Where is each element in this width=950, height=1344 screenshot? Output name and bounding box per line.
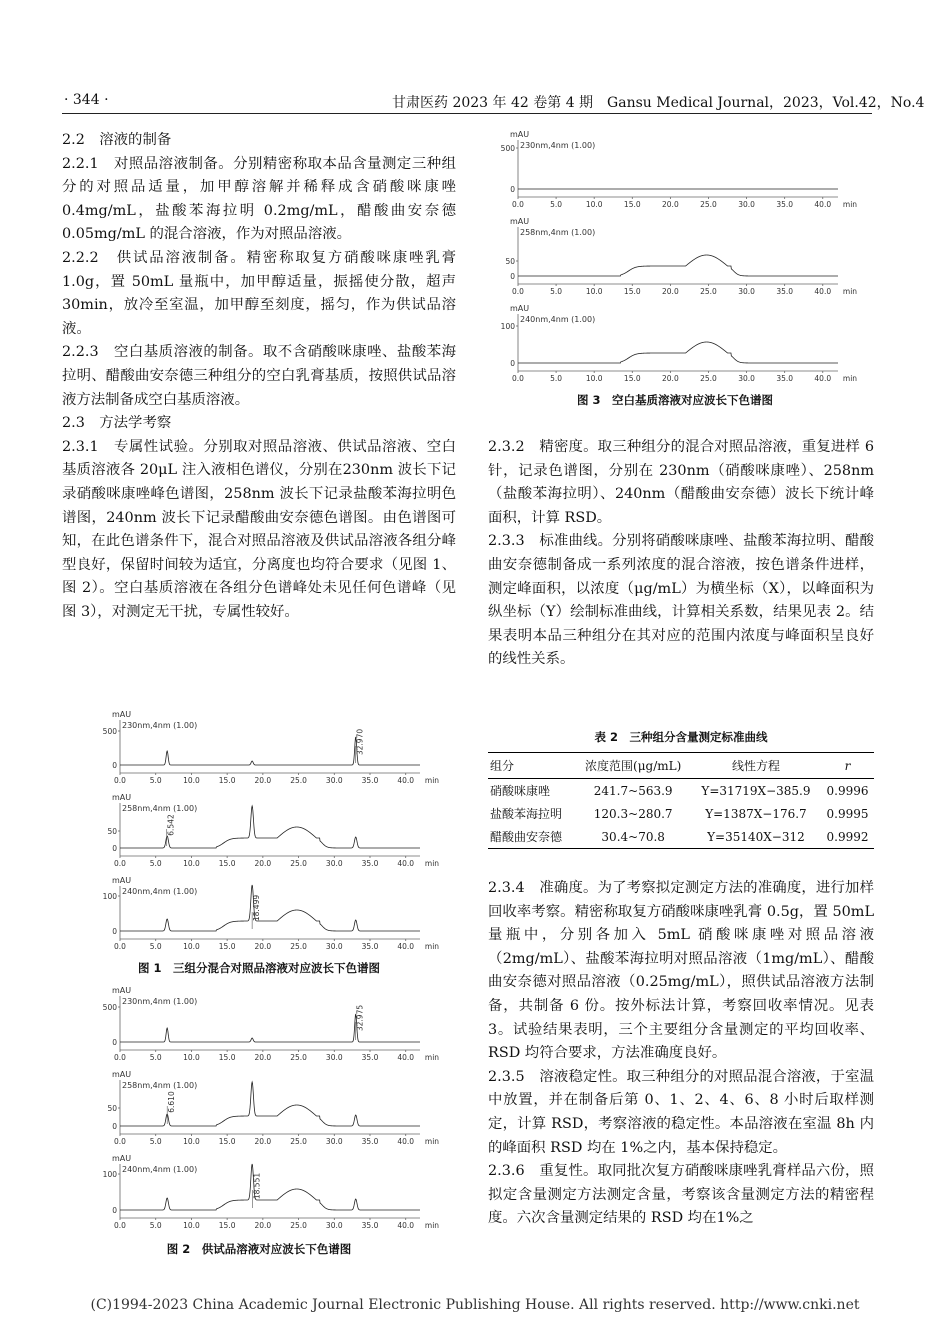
figure-2-caption: 图 2 供试品溶液对应波长下色谱图 bbox=[166, 1242, 352, 1256]
figure-1-caption: 图 1 三组分混合对照品溶液对应波长下色谱图 bbox=[137, 961, 380, 975]
x-tick-label: 25.0 bbox=[290, 1053, 307, 1062]
left-column bbox=[62, 129, 456, 624]
table2-cell: 120.3~280.7 bbox=[593, 806, 673, 821]
x-tick-label: 35.0 bbox=[776, 374, 794, 383]
right-column-top bbox=[488, 436, 874, 672]
paragraph: 2.3.4 准确度。为了考察拟定测定方法的准确度，进行加样回收率考察。精密称取复方硝酸咪康唑乳膏 0.5g，置 50mL 量瓶中，分别各加入 5mL 硝酸咪康唑对照品溶液（2mg/mL）、盐酸苯海拉明对照品溶液（1mg/mL）、醋酸曲安奈德对照品溶液（0.25mg/mL），照供试品溶液方法制备，共制备 6 份。按外标法计算，考察回收率情况。见表 3。试验结果表明，三个主要组分含量测定的平均回收率、RSD 均符合要求，方法准确度良好。 bbox=[488, 880, 874, 1062]
peak-retention-label: 18.499 bbox=[252, 894, 262, 922]
y-axis-unit: mAU bbox=[112, 876, 132, 885]
chromatogram-panel bbox=[501, 130, 858, 209]
x-tick-label: 10.0 bbox=[183, 776, 200, 785]
x-tick-label: 30.0 bbox=[325, 859, 343, 868]
y-tick-label: 0 bbox=[112, 1122, 117, 1131]
x-tick-label: 10.0 bbox=[183, 859, 200, 868]
x-tick-label: 5.0 bbox=[550, 287, 563, 296]
x-tick-label: 40.0 bbox=[814, 287, 832, 296]
x-tick-label: 0.0 bbox=[114, 1053, 126, 1062]
x-tick-label: 30.0 bbox=[325, 1053, 343, 1062]
x-tick-label: 30.0 bbox=[738, 200, 755, 209]
chromatogram-panel bbox=[501, 304, 858, 383]
chromatogram-panel bbox=[103, 710, 440, 785]
y-axis-unit: mAU bbox=[112, 1070, 132, 1079]
x-tick-label: 0.0 bbox=[114, 776, 126, 785]
y-tick-label: 0 bbox=[112, 927, 117, 936]
chromatogram-panel bbox=[103, 1154, 440, 1230]
x-tick-label: 5.0 bbox=[149, 1137, 162, 1146]
chromatogram-trace bbox=[120, 1014, 420, 1042]
x-tick-label: 40.0 bbox=[814, 200, 832, 209]
x-tick-label: 5.0 bbox=[149, 1053, 162, 1062]
x-tick-label: 10.0 bbox=[183, 1137, 200, 1146]
x-tick-label: 30.0 bbox=[738, 374, 755, 383]
chromatogram-svg bbox=[92, 984, 442, 1236]
x-tick-label: 35.0 bbox=[776, 287, 794, 296]
x-tick-label: 40.0 bbox=[397, 859, 415, 868]
table2-caption: 表 2 三种组分含量测定标准曲线 bbox=[594, 730, 768, 744]
x-tick-label: 0.0 bbox=[114, 1221, 126, 1230]
x-tick-label: 35.0 bbox=[361, 1221, 379, 1230]
figure-3-chromatogram bbox=[490, 128, 860, 390]
figure-1-chromatogram bbox=[92, 708, 442, 958]
section-heading: 2.2 溶液的制备 bbox=[62, 132, 172, 148]
x-tick-label: 10.0 bbox=[183, 942, 200, 951]
channel-label: 240nm,4nm (1.00) bbox=[520, 315, 596, 324]
y-axis-unit: mAU bbox=[510, 217, 530, 226]
channel-label: 258nm,4nm (1.00) bbox=[520, 228, 596, 237]
y-axis-unit: mAU bbox=[112, 793, 132, 802]
y-tick-label: 500 bbox=[500, 144, 515, 153]
x-axis-unit: min bbox=[842, 200, 858, 209]
table2-cell: 0.9992 bbox=[821, 825, 874, 849]
x-tick-label: 10.0 bbox=[585, 287, 603, 296]
channel-label: 240nm,4nm (1.00) bbox=[122, 1165, 198, 1174]
y-tick-label: 100 bbox=[500, 322, 515, 331]
y-tick-label: 0 bbox=[510, 272, 515, 281]
y-axis-unit: mAU bbox=[112, 1154, 132, 1163]
x-tick-label: 35.0 bbox=[361, 776, 379, 785]
channel-label: 240nm,4nm (1.00) bbox=[122, 887, 198, 896]
channel-label: 230nm,4nm (1.00) bbox=[520, 141, 596, 150]
y-tick-label: 0 bbox=[112, 761, 117, 770]
chromatogram-panel bbox=[103, 876, 440, 951]
x-tick-label: 30.0 bbox=[325, 776, 343, 785]
x-axis-unit: min bbox=[424, 1053, 440, 1062]
x-tick-label: 5.0 bbox=[149, 1221, 162, 1230]
x-axis-unit: min bbox=[424, 1221, 440, 1230]
x-tick-label: 25.0 bbox=[290, 1221, 307, 1230]
y-tick-label: 0 bbox=[510, 185, 515, 194]
x-tick-label: 10.0 bbox=[183, 1221, 200, 1230]
y-tick-label: 50 bbox=[505, 257, 515, 266]
x-tick-label: 20.0 bbox=[662, 374, 679, 383]
x-tick-label: 0.0 bbox=[512, 200, 524, 209]
paragraph: 2.3.3 标准曲线。分别将硝酸咪康唑、盐酸苯海拉明、醋酸曲安奈德制备成一系列浓度的混合溶液，按色谱条件进样，测定峰面积，以浓度（μg/mL）为横坐标（X），以峰面积为纵坐标（Y）绘制标准曲线，计算相关系数，结果见表 2。结果表明本品三种组分在其对应的范围内浓度与峰面积呈良好的线性关系。 bbox=[488, 533, 874, 668]
table2-header: 线性方程 bbox=[691, 753, 821, 779]
x-tick-label: 15.0 bbox=[218, 1221, 236, 1230]
x-tick-label: 40.0 bbox=[397, 942, 415, 951]
peak-retention-label: 32.970 bbox=[355, 728, 365, 756]
x-tick-label: 40.0 bbox=[397, 776, 415, 785]
journal-header: 甘肃医药 2023 年 42 卷第 4 期 Gansu Medical Journal，2023，Vol.42，No.4 bbox=[392, 95, 925, 111]
x-tick-label: 40.0 bbox=[397, 1221, 415, 1230]
figure-3-caption: 图 3 空白基质溶液对应波长下色谱图 bbox=[576, 393, 773, 407]
peak-retention-label: 6.542 bbox=[166, 814, 176, 836]
chromatogram-svg bbox=[490, 128, 860, 389]
paragraph: 2.3.6 重复性。取同批次复方硝酸咪康唑乳膏样品六份，照拟定含量测定方法测定含量，考察该含量测定方法的精密程度。六次含量测定结果的 RSD 均在1%之 bbox=[488, 1163, 874, 1227]
paragraph: 2.2.1 对照品溶液制备。分别精密称取本品含量测定三种组分的对照品适量，加甲醇溶解并稀释成含硝酸咪康唑 0.4mg/mL，盐酸苯海拉明 0.2mg/mL，醋酸曲安奈德 0.05mg/mL 的混合溶液，作为对照品溶液。 bbox=[62, 155, 456, 243]
y-tick-label: 100 bbox=[102, 892, 117, 901]
y-tick-label: 50 bbox=[107, 827, 117, 836]
table-row bbox=[488, 802, 874, 825]
x-tick-label: 0.0 bbox=[512, 374, 524, 383]
y-tick-label: 0 bbox=[510, 359, 515, 368]
chromatogram-panel bbox=[107, 1070, 439, 1146]
peak-retention-label: 6.610 bbox=[167, 1091, 177, 1113]
x-tick-label: 40.0 bbox=[814, 374, 832, 383]
chromatogram-panel bbox=[107, 793, 439, 868]
y-tick-label: 0 bbox=[112, 844, 117, 853]
x-tick-label: 30.0 bbox=[325, 1221, 343, 1230]
table2-header: 组分 bbox=[488, 753, 575, 779]
y-tick-label: 0 bbox=[112, 1038, 117, 1047]
x-tick-label: 25.0 bbox=[700, 200, 717, 209]
table2-cell: Y=31719X−385.9 bbox=[701, 783, 811, 798]
x-tick-label: 25.0 bbox=[290, 942, 307, 951]
peak-retention-label: 18.551 bbox=[252, 1172, 262, 1200]
figure-2-chromatogram bbox=[92, 984, 442, 1238]
table2-cell: Y=1387X−176.7 bbox=[705, 806, 807, 821]
y-tick-label: 0 bbox=[112, 1206, 117, 1215]
table2 bbox=[488, 752, 874, 849]
x-tick-label: 10.0 bbox=[585, 374, 603, 383]
x-axis-unit: min bbox=[424, 942, 440, 951]
chromatogram-panel bbox=[103, 986, 440, 1062]
x-axis-unit: min bbox=[424, 776, 440, 785]
x-tick-label: 25.0 bbox=[700, 374, 717, 383]
table2-cell: 盐酸苯海拉明 bbox=[490, 807, 563, 821]
table2-cell: 241.7~563.9 bbox=[593, 783, 673, 798]
header-rule bbox=[62, 113, 872, 114]
x-tick-label: 20.0 bbox=[254, 859, 272, 868]
paragraph: 2.3.5 溶液稳定性。取三种组分的对照品混合溶液，于室温中放置，并在制备后第 0、1、2、4、6、8 小时后取样测定，计算 RSD，考察溶液的稳定性。本品溶液在室温 8h 内的峰面积 RSD 均在 1%之内，基本保持稳定。 bbox=[488, 1068, 874, 1156]
x-axis-unit: min bbox=[424, 1137, 440, 1146]
paragraph: 2.3.2 精密度。取三种组分的混合对照品溶液，重复进样 6 针，记录色谱图，分别在 230nm（硝酸咪康唑）、258nm（盐酸苯海拉明）、240nm（醋酸曲安奈德）波长下统计峰面积，计算 RSD。 bbox=[488, 439, 874, 526]
paragraph: 2.2.2 供试品溶液制备。精密称取复方硝酸咪康唑乳膏 1.0g，置 50mL 量瓶中，加甲醇适量，振摇使分散，超声 30min，放冷至室温，加甲醇至刻度，摇匀，作为供试品溶液。 bbox=[62, 249, 456, 337]
x-axis-unit: min bbox=[842, 287, 858, 296]
table2-header: r bbox=[821, 753, 874, 779]
x-tick-label: 15.0 bbox=[623, 200, 641, 209]
x-tick-label: 20.0 bbox=[254, 776, 272, 785]
channel-label: 230nm,4nm (1.00) bbox=[122, 997, 198, 1006]
x-tick-label: 25.0 bbox=[290, 1137, 307, 1146]
y-axis-unit: mAU bbox=[510, 304, 530, 313]
x-tick-label: 25.0 bbox=[290, 776, 307, 785]
x-tick-label: 15.0 bbox=[218, 1137, 236, 1146]
peak-retention-label: 32.975 bbox=[355, 1004, 365, 1032]
x-tick-label: 5.0 bbox=[550, 374, 563, 383]
y-axis-unit: mAU bbox=[510, 130, 530, 139]
x-tick-label: 35.0 bbox=[361, 1053, 379, 1062]
paragraph: 2.3.1 专属性试验。分别取对照品溶液、供试品溶液、空白基质溶液各 20μL 注入液相色谱仪，分别在230nm 波长下记录硝酸咪康唑峰色谱图，258nm 波长下记录盐酸苯海拉明色谱图，240nm 波长下记录醋酸曲安奈德色谱图。由色谱图可知，在此色谱条件下，混合对照品溶液及供试品溶液各组分峰型良好，保留时间较为适宜，分离度也均符合要求（见图 1、图 2）。空白基质溶液在各组分色谱峰处未见任何色谱峰（见图 3），对测定无干扰，专属性较好。 bbox=[62, 438, 456, 620]
x-tick-label: 35.0 bbox=[361, 942, 379, 951]
channel-label: 258nm,4nm (1.00) bbox=[122, 1081, 198, 1090]
y-tick-label: 500 bbox=[102, 1003, 117, 1012]
x-tick-label: 25.0 bbox=[700, 287, 717, 296]
x-tick-label: 15.0 bbox=[218, 942, 236, 951]
table2-cell: 0.9996 bbox=[826, 783, 869, 798]
x-tick-label: 5.0 bbox=[149, 859, 162, 868]
x-tick-label: 30.0 bbox=[738, 287, 755, 296]
x-tick-label: 15.0 bbox=[218, 1053, 236, 1062]
x-tick-label: 20.0 bbox=[254, 1053, 272, 1062]
x-tick-label: 40.0 bbox=[397, 1137, 415, 1146]
x-tick-label: 15.0 bbox=[623, 287, 641, 296]
x-tick-label: 20.0 bbox=[254, 1221, 272, 1230]
x-tick-label: 30.0 bbox=[325, 1137, 343, 1146]
x-tick-label: 15.0 bbox=[218, 776, 236, 785]
x-tick-label: 0.0 bbox=[512, 287, 524, 296]
chromatogram-trace bbox=[518, 255, 838, 276]
x-axis-unit: min bbox=[842, 374, 858, 383]
page-number: · 344 · bbox=[64, 92, 109, 108]
right-column-bottom bbox=[488, 877, 874, 1231]
x-tick-label: 10.0 bbox=[183, 1053, 200, 1062]
channel-label: 230nm,4nm (1.00) bbox=[122, 721, 198, 730]
x-tick-label: 35.0 bbox=[361, 1137, 379, 1146]
table2-cell: 硝酸咪康唑 bbox=[490, 784, 551, 798]
x-tick-label: 35.0 bbox=[361, 859, 379, 868]
x-tick-label: 5.0 bbox=[149, 776, 162, 785]
x-tick-label: 20.0 bbox=[662, 287, 679, 296]
x-tick-label: 5.0 bbox=[149, 942, 162, 951]
y-tick-label: 50 bbox=[107, 1104, 117, 1113]
x-tick-label: 35.0 bbox=[776, 200, 794, 209]
chromatogram-panel bbox=[505, 217, 857, 296]
table-row bbox=[488, 779, 874, 803]
table2-cell: 0.9995 bbox=[826, 806, 869, 821]
section-heading: 2.3 方法学考察 bbox=[62, 415, 172, 432]
x-tick-label: 0.0 bbox=[114, 942, 126, 951]
y-tick-label: 500 bbox=[102, 727, 117, 736]
chromatogram-svg bbox=[92, 708, 442, 957]
table2-cell: 醋酸曲安奈德 bbox=[488, 825, 575, 849]
x-tick-label: 10.0 bbox=[585, 200, 603, 209]
table2-header: 浓度范围(μg/mL) bbox=[575, 753, 690, 779]
copyright-footer: (C)1994-2023 China Academic Journal Electronic Publishing House. All rights reserved. http://www.cnki.net bbox=[90, 1297, 860, 1313]
x-tick-label: 15.0 bbox=[623, 374, 641, 383]
table2-cell: 30.4~70.8 bbox=[575, 825, 690, 849]
x-tick-label: 15.0 bbox=[218, 859, 236, 868]
x-tick-label: 40.0 bbox=[397, 1053, 415, 1062]
x-tick-label: 20.0 bbox=[254, 942, 272, 951]
y-tick-label: 100 bbox=[102, 1170, 117, 1179]
table2-cell: Y=35140X−312 bbox=[691, 825, 821, 849]
x-tick-label: 0.0 bbox=[114, 859, 126, 868]
x-axis-unit: min bbox=[424, 859, 440, 868]
x-tick-label: 25.0 bbox=[290, 859, 307, 868]
x-tick-label: 20.0 bbox=[254, 1137, 272, 1146]
x-tick-label: 0.0 bbox=[114, 1137, 126, 1146]
table-row bbox=[488, 825, 874, 849]
x-tick-label: 30.0 bbox=[325, 942, 343, 951]
x-tick-label: 5.0 bbox=[550, 200, 563, 209]
paragraph: 2.2.3 空白基质溶液的制备。取不含硝酸咪康唑、盐酸苯海拉明、醋酸曲安奈德三种组分的空白乳膏基质，按照供试品溶液方法制备成空白基质溶液。 bbox=[62, 344, 456, 408]
y-axis-unit: mAU bbox=[112, 710, 132, 719]
chromatogram-trace bbox=[120, 737, 420, 765]
y-axis-unit: mAU bbox=[112, 986, 132, 995]
x-tick-label: 20.0 bbox=[662, 200, 679, 209]
chromatogram-trace bbox=[518, 342, 838, 363]
channel-label: 258nm,4nm (1.00) bbox=[122, 804, 198, 813]
